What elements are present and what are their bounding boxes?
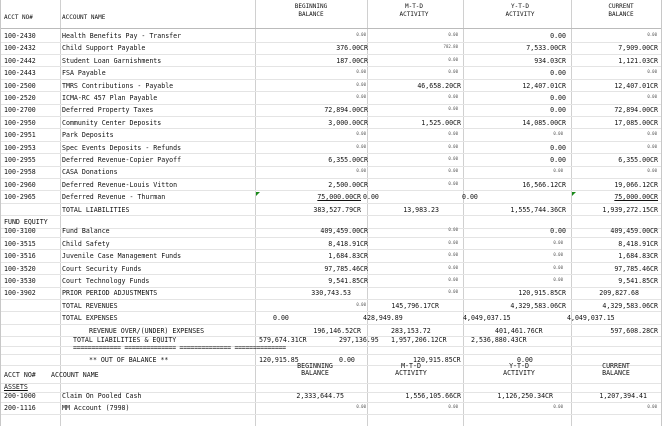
header-account-name: ACCOUNT NAME (51, 371, 99, 380)
amount-beginning-alt: 297,136.95 (339, 336, 379, 344)
account-name: Community Center Deposits (62, 118, 162, 127)
ledger-row (1, 43, 661, 55)
ledger-row (1, 226, 661, 238)
amount-mtd: 0.00 (448, 143, 458, 149)
separator-row (1, 343, 661, 355)
amount-beginning-alt: 0.00 (339, 355, 355, 364)
account-name: Child Support Payable (62, 44, 146, 53)
amount-beginning: 3,000.00CR (328, 118, 368, 127)
header-account-name: ACCOUNT NAME (62, 14, 106, 21)
amount-current: 409,459.00CR (610, 227, 658, 236)
account-number: 100-2430 (4, 32, 36, 40)
total-expenses-row (1, 313, 661, 325)
cell-note-marker (256, 192, 260, 196)
account-number: 100-2700 (4, 106, 36, 115)
ledger-row (1, 391, 661, 403)
amount-mtd: 46,658.20CR (417, 81, 461, 90)
amount-current: 597,608.28CR (610, 326, 658, 335)
amount-ytd: 0.00 (553, 264, 563, 270)
column-header (1, 0, 661, 29)
amount-beginning: 376.00CR (336, 44, 368, 53)
amount-ytd: 0.00 (550, 106, 566, 115)
account-number: 100-2955 (4, 156, 36, 164)
ledger-row (1, 288, 661, 300)
amount-mtd: 1,525.00CR (421, 118, 461, 127)
amount-beginning: 0.00 (356, 404, 366, 410)
account-name: CASA Donations (62, 168, 118, 177)
account-name: FSA Payable (62, 69, 106, 78)
total-label: TOTAL LIABILITIES (62, 205, 130, 214)
header-mtd-activity: M-T-D ACTIVITY (395, 362, 427, 378)
ledger-row (1, 239, 661, 251)
account-name: Deferred Revenue-Copier Payoff (62, 156, 182, 164)
amount-current: 19,066.12CR (614, 180, 658, 189)
amount-ytd: 0.00 (553, 277, 563, 282)
amount-beginning: 0.00 (356, 168, 366, 174)
amount-mtd: 782.80 (443, 44, 458, 50)
ledger-row (1, 180, 661, 192)
ledger-row (1, 155, 661, 167)
account-number: 200-1116 (4, 404, 36, 413)
amount-beginning: 0.00 (356, 143, 366, 149)
amount-current: 75,000.00CR (614, 193, 658, 202)
amount-beginning: 75,000.00CR (317, 193, 361, 202)
ledger-row (1, 81, 661, 93)
total-liabilities-row (1, 205, 661, 217)
amount-mtd: 0.00 (448, 180, 458, 186)
account-name: Court Technology Funds (62, 277, 150, 285)
amount-ytd: 0.00 (550, 32, 566, 40)
header-ytd-activity: Y-T-D ACTIVITY (505, 3, 535, 18)
account-name: Student Loan Garnishments (62, 56, 162, 65)
amount-ytd: 2,536,880.43CR (471, 336, 527, 344)
amount-beginning: 1,684.83CR (328, 252, 368, 261)
account-number: 100-3516 (4, 252, 36, 261)
amount-current: 4,329,583.06CR (602, 301, 658, 310)
amount-ytd: 934.03CR (534, 56, 566, 65)
amount-mtd: 0.00 (448, 106, 458, 112)
amount-ytd: 1,555,744.36CR (510, 205, 566, 214)
amount-current: 209,827.68 (599, 289, 639, 298)
account-number: 100-2442 (4, 56, 36, 65)
amount-beginning: 579,674.31CR (259, 336, 307, 344)
amount-mtd: 145,796.17CR (391, 301, 439, 310)
ledger-row (1, 403, 661, 415)
amount-current: 17,085.00CR (614, 118, 658, 127)
amount-mtd: 0.00 (448, 156, 458, 161)
amount-beginning: 0.00 (356, 94, 366, 99)
header-acct-no: ACCT NO# (4, 371, 36, 380)
amount-beginning: 0.00 (356, 69, 366, 75)
amount-mtd: 0.00 (448, 94, 458, 99)
amount-beginning: 120,915.85 (259, 355, 299, 364)
ledger-row (1, 105, 661, 117)
amount-beginning: 2,500.00CR (328, 180, 368, 189)
account-name: PRIOR PERIOD ADJUSTMENTS (62, 289, 158, 298)
amount-current: 0.00 (647, 404, 657, 410)
account-number: 100-3902 (4, 289, 36, 298)
amount-mtd: 0.00 (448, 404, 458, 410)
amount-ytd: 0.00 (553, 168, 563, 174)
amount-current: 6,355.00CR (618, 156, 658, 164)
amount-mtd: 0.00 (448, 239, 458, 245)
amount-mtd: 0.00 (448, 32, 458, 37)
amount-ytd: 0.00 (553, 404, 563, 410)
amount-current: 9,541.85CR (618, 277, 658, 285)
total-label: TOTAL REVENUES (62, 301, 118, 310)
amount-mtd: 13,983.23 (403, 205, 439, 214)
header-ytd-activity: Y-T-D ACTIVITY (503, 362, 535, 378)
amount-ytd: 7,533.00CR (526, 44, 566, 53)
amount-current: 0.00 (647, 168, 657, 174)
amount-current: 0.00 (647, 32, 657, 37)
ledger-row (1, 276, 661, 288)
amount-beginning: 0.00 (273, 314, 289, 323)
account-number: 100-3520 (4, 264, 36, 273)
amount-mtd: 0.00 (448, 56, 458, 62)
amount-mtd: 0.00 (448, 252, 458, 258)
account-number: 100-2953 (4, 143, 36, 152)
header-mtd-activity: M-T-D ACTIVITY (399, 3, 429, 18)
amount-beginning: 0.00 (356, 301, 366, 307)
account-name: Court Security Funds (62, 264, 142, 273)
amount-beginning: 187.00CR (336, 56, 368, 65)
ledger-row (1, 56, 661, 68)
amount-beginning: 72,894.00CR (324, 106, 368, 115)
ledger-row (1, 251, 661, 263)
total-label: ** OUT OF BALANCE ** (89, 355, 169, 364)
account-number: 100-3100 (4, 227, 36, 236)
amount-beginning-extra: 0.00 (363, 193, 379, 202)
amount-ytd: 0.00 (550, 156, 566, 164)
account-number: 100-2960 (4, 180, 36, 189)
amount-current: 1,939,272.15CR (602, 205, 658, 214)
account-number: 100-2520 (4, 94, 36, 102)
amount-ytd: 4,049,037.15 (463, 314, 511, 323)
amount-current: 1,684.83CR (618, 252, 658, 261)
account-number: 100-2951 (4, 131, 36, 140)
amount-mtd: 428,949.89 (363, 314, 403, 323)
amount-ytd: 1,126,250.34CR (497, 392, 553, 400)
account-number: 100-3530 (4, 277, 36, 285)
amount-ytd: 14,085.00CR (522, 118, 566, 127)
total-label: TOTAL EXPENSES (62, 314, 118, 323)
account-name: Health Benefits Pay - Transfer (62, 32, 182, 40)
amount-beginning: 2,333,644.75 (296, 392, 344, 400)
amount-mtd: 1,556,105.66CR (405, 392, 461, 400)
amount-beginning: 0.00 (356, 81, 366, 87)
amount-mtd: 0.00 (448, 227, 458, 233)
amount-ytd: 0.00 (550, 143, 566, 152)
total-label: TOTAL LIABILITIES & EQUITY (73, 336, 177, 344)
account-name: Child Safety (62, 239, 110, 248)
account-number: 100-2950 (4, 118, 36, 127)
header-beginning-balance: BEGINNING BALANCE (297, 362, 333, 378)
header-acct-no: ACCT NO# (4, 14, 33, 21)
assets-heading: ASSETS (4, 382, 28, 391)
amount-mtd: 1,957,206.12CR (391, 336, 447, 344)
account-number: 100-2443 (4, 69, 36, 78)
amount-mtd: 0.00 (448, 131, 458, 137)
account-name: Deferred Revenue - Thurman (62, 193, 166, 202)
amount-mtd: 0.00 (448, 289, 458, 295)
fund-equity-heading: FUND EQUITY (4, 218, 48, 226)
amount-ytd: 16,566.12CR (522, 180, 566, 189)
amount-ytd: 0.00 (550, 94, 566, 102)
ledger-row (1, 167, 661, 179)
amount-ytd: 0.00 (553, 131, 563, 137)
amount-beginning: 383,527.79CR (313, 205, 361, 214)
amount-current: 0.00 (647, 131, 657, 137)
header-current-balance: CURRENT BALANCE (608, 3, 634, 18)
account-number: 200-1000 (4, 392, 36, 400)
ledger-row (1, 68, 661, 80)
amount-current: 1,121.03CR (618, 56, 658, 65)
amount-current: 8,418.91CR (618, 239, 658, 248)
amount-mtd: 0.00 (448, 264, 458, 270)
account-name: Deferred Property Taxes (62, 106, 154, 115)
amount-beginning: 97,785.46CR (324, 264, 368, 273)
ledger-row (1, 264, 661, 276)
amount-current: 72,894.00CR (614, 106, 658, 115)
account-number: 100-2958 (4, 168, 36, 177)
amount-ytd: 0.00 (462, 193, 478, 202)
amount-beginning: 330,743.53 (311, 289, 351, 298)
amount-mtd: 283,153.72 (391, 326, 431, 335)
amount-ytd: 401,461.76CR (495, 326, 543, 335)
amount-current: 97,785.46CR (614, 264, 658, 273)
amount-current: 7,909.00CR (618, 44, 658, 53)
amount-mtd: 0.00 (448, 277, 458, 282)
amount-ytd: 12,407.01CR (522, 81, 566, 90)
amount-mtd: 120,915.85CR (413, 355, 461, 364)
amount-current: 1,207,394.41 (599, 392, 647, 400)
ledger-row (1, 93, 661, 105)
account-number: 100-2965 (4, 193, 36, 202)
amount-current: 4,049,037.15 (567, 314, 615, 323)
amount-ytd: 0.00 (517, 355, 533, 364)
header-current-balance: CURRENT BALANCE (602, 362, 630, 378)
account-name: Park Deposits (62, 131, 114, 140)
amount-beginning: 9,541.85CR (328, 277, 368, 285)
account-name: TMRS Contributions - Payable (62, 81, 174, 90)
amount-current: 12,407.01CR (614, 81, 658, 90)
amount-ytd: 4,329,583.06CR (510, 301, 566, 310)
amount-beginning: 0.00 (356, 32, 366, 37)
amount-ytd: 0.00 (550, 69, 566, 78)
account-name: Fund Balance (62, 227, 110, 236)
account-name: Claim On Pooled Cash (62, 392, 142, 400)
ledger-row (1, 118, 661, 130)
account-name: ICMA-RC 457 Plan Payable (62, 94, 158, 102)
amount-beginning: 8,418.91CR (328, 239, 368, 248)
account-name: Juvenile Case Management Funds (62, 252, 182, 261)
amount-beginning: 409,459.00CR (320, 227, 368, 236)
amount-ytd: 0.00 (553, 252, 563, 258)
amount-current: 0.00 (647, 143, 657, 149)
total-revenues-row (1, 301, 661, 313)
amount-beginning: 196,146.52CR (313, 326, 361, 335)
amount-current: 0.00 (647, 69, 657, 75)
amount-mtd: 0.00 (448, 168, 458, 174)
account-number: 100-2432 (4, 44, 36, 53)
account-name: Deferred Revenue-Louis Vitton (62, 180, 178, 189)
amount-beginning: 6,355.00CR (328, 156, 368, 164)
ledger-row (1, 192, 661, 204)
total-label: REVENUE OVER/(UNDER) EXPENSES (89, 326, 205, 335)
account-name: Spec Events Deposits - Refunds (62, 143, 182, 152)
amount-ytd: 0.00 (553, 239, 563, 245)
ledger-row (1, 143, 661, 155)
amount-current: 0.00 (647, 94, 657, 99)
amount-ytd: 0.00 (550, 227, 566, 236)
amount-ytd: 120,915.85CR (518, 289, 566, 298)
amount-mtd: 0.00 (448, 69, 458, 75)
amount-beginning: 0.00 (356, 131, 366, 137)
account-number: 100-3515 (4, 239, 36, 248)
account-name: MM Account (7998) (62, 404, 130, 413)
header-beginning-balance: BEGINNING BALANCE (294, 3, 328, 18)
cell-note-marker (572, 192, 576, 196)
ledger-row (1, 31, 661, 43)
double-rule: ============= ============== ============== ============== (73, 344, 286, 353)
ledger-row (1, 130, 661, 142)
account-number: 100-2500 (4, 81, 36, 90)
